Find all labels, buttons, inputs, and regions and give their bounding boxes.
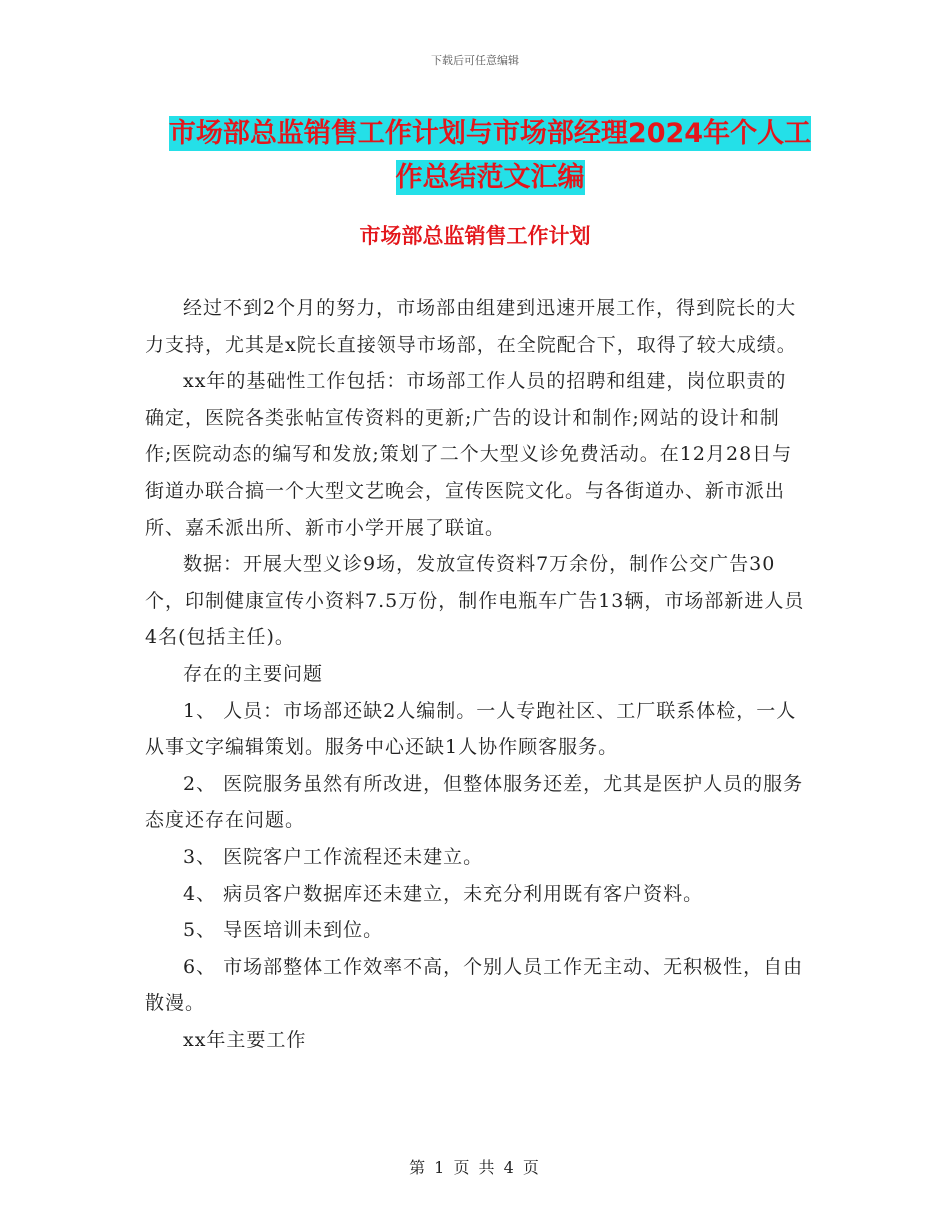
list-item-5: 5、 导医培训未到位。 (183, 919, 384, 942)
list-item-1: 1、 人员：市场部还缺2人编制。一人专跑社区、工厂联系体检，一人从事文字编辑策划。服务中心还缺1人协作顾客服务。 (145, 699, 797, 759)
list-item-6: 6、 市场部整体工作效率不高，个别人员工作无主动、无积极性，自由散漫。 (145, 955, 804, 1015)
list-item-3: 3、 医院客户工作流程还未建立。 (183, 845, 484, 868)
paragraph-3: 数据：开展大型义诊9场，发放宣传资料7万余份，制作公交广告30个，印制健康宣传小资料7.5万份，制作电瓶车广告13辆，市场部新进人员4名(包括主任)。 (145, 553, 805, 649)
body-text (145, 290, 805, 1058)
paragraph-1: 经过不到2个月的努力，市场部由组建到迅速开展工作，得到院长的大力支持，尤其是x院长直接领导市场部，在全院配合下，取得了较大成绩。 (145, 297, 797, 356)
paragraph-last: xx年主要工作 (183, 1028, 307, 1051)
header-note: 下载后可任意编辑 (431, 54, 519, 67)
page-footer: 第 1 页 共 4 页 (409, 1158, 541, 1177)
list-item-4: 4、 病员客户数据库还未建立，未充分利用既有客户资料。 (183, 882, 704, 905)
document-title (145, 112, 835, 200)
title-line-2: 作总结范文汇编 (395, 162, 585, 193)
title-line-1: 市场部总监销售工作计划与市场部经理2024年个人工 (168, 118, 812, 149)
paragraph-4: 存在的主要问题 (183, 662, 324, 685)
list-item-2: 2、 医院服务虽然有所改进，但整体服务还差，尤其是医护人员的服务态度还存在问题。 (145, 772, 804, 832)
section-title: 市场部总监销售工作计划 (359, 224, 591, 248)
paragraph-2: xx年的基础性工作包括：市场部工作人员的招聘和组建，岗位职责的确定，医院各类张帖宣传资料的更新;广告的设计和制作;网站的设计和制作;医院动态的编写和发放;策划了二个大型义诊免费活动。在12月28日与街道办联合搞一个大型文艺晚会，宣传医院文化。与各街道办、新市派出所、嘉禾派出所、新市小学开展了联谊。 (145, 370, 793, 539)
